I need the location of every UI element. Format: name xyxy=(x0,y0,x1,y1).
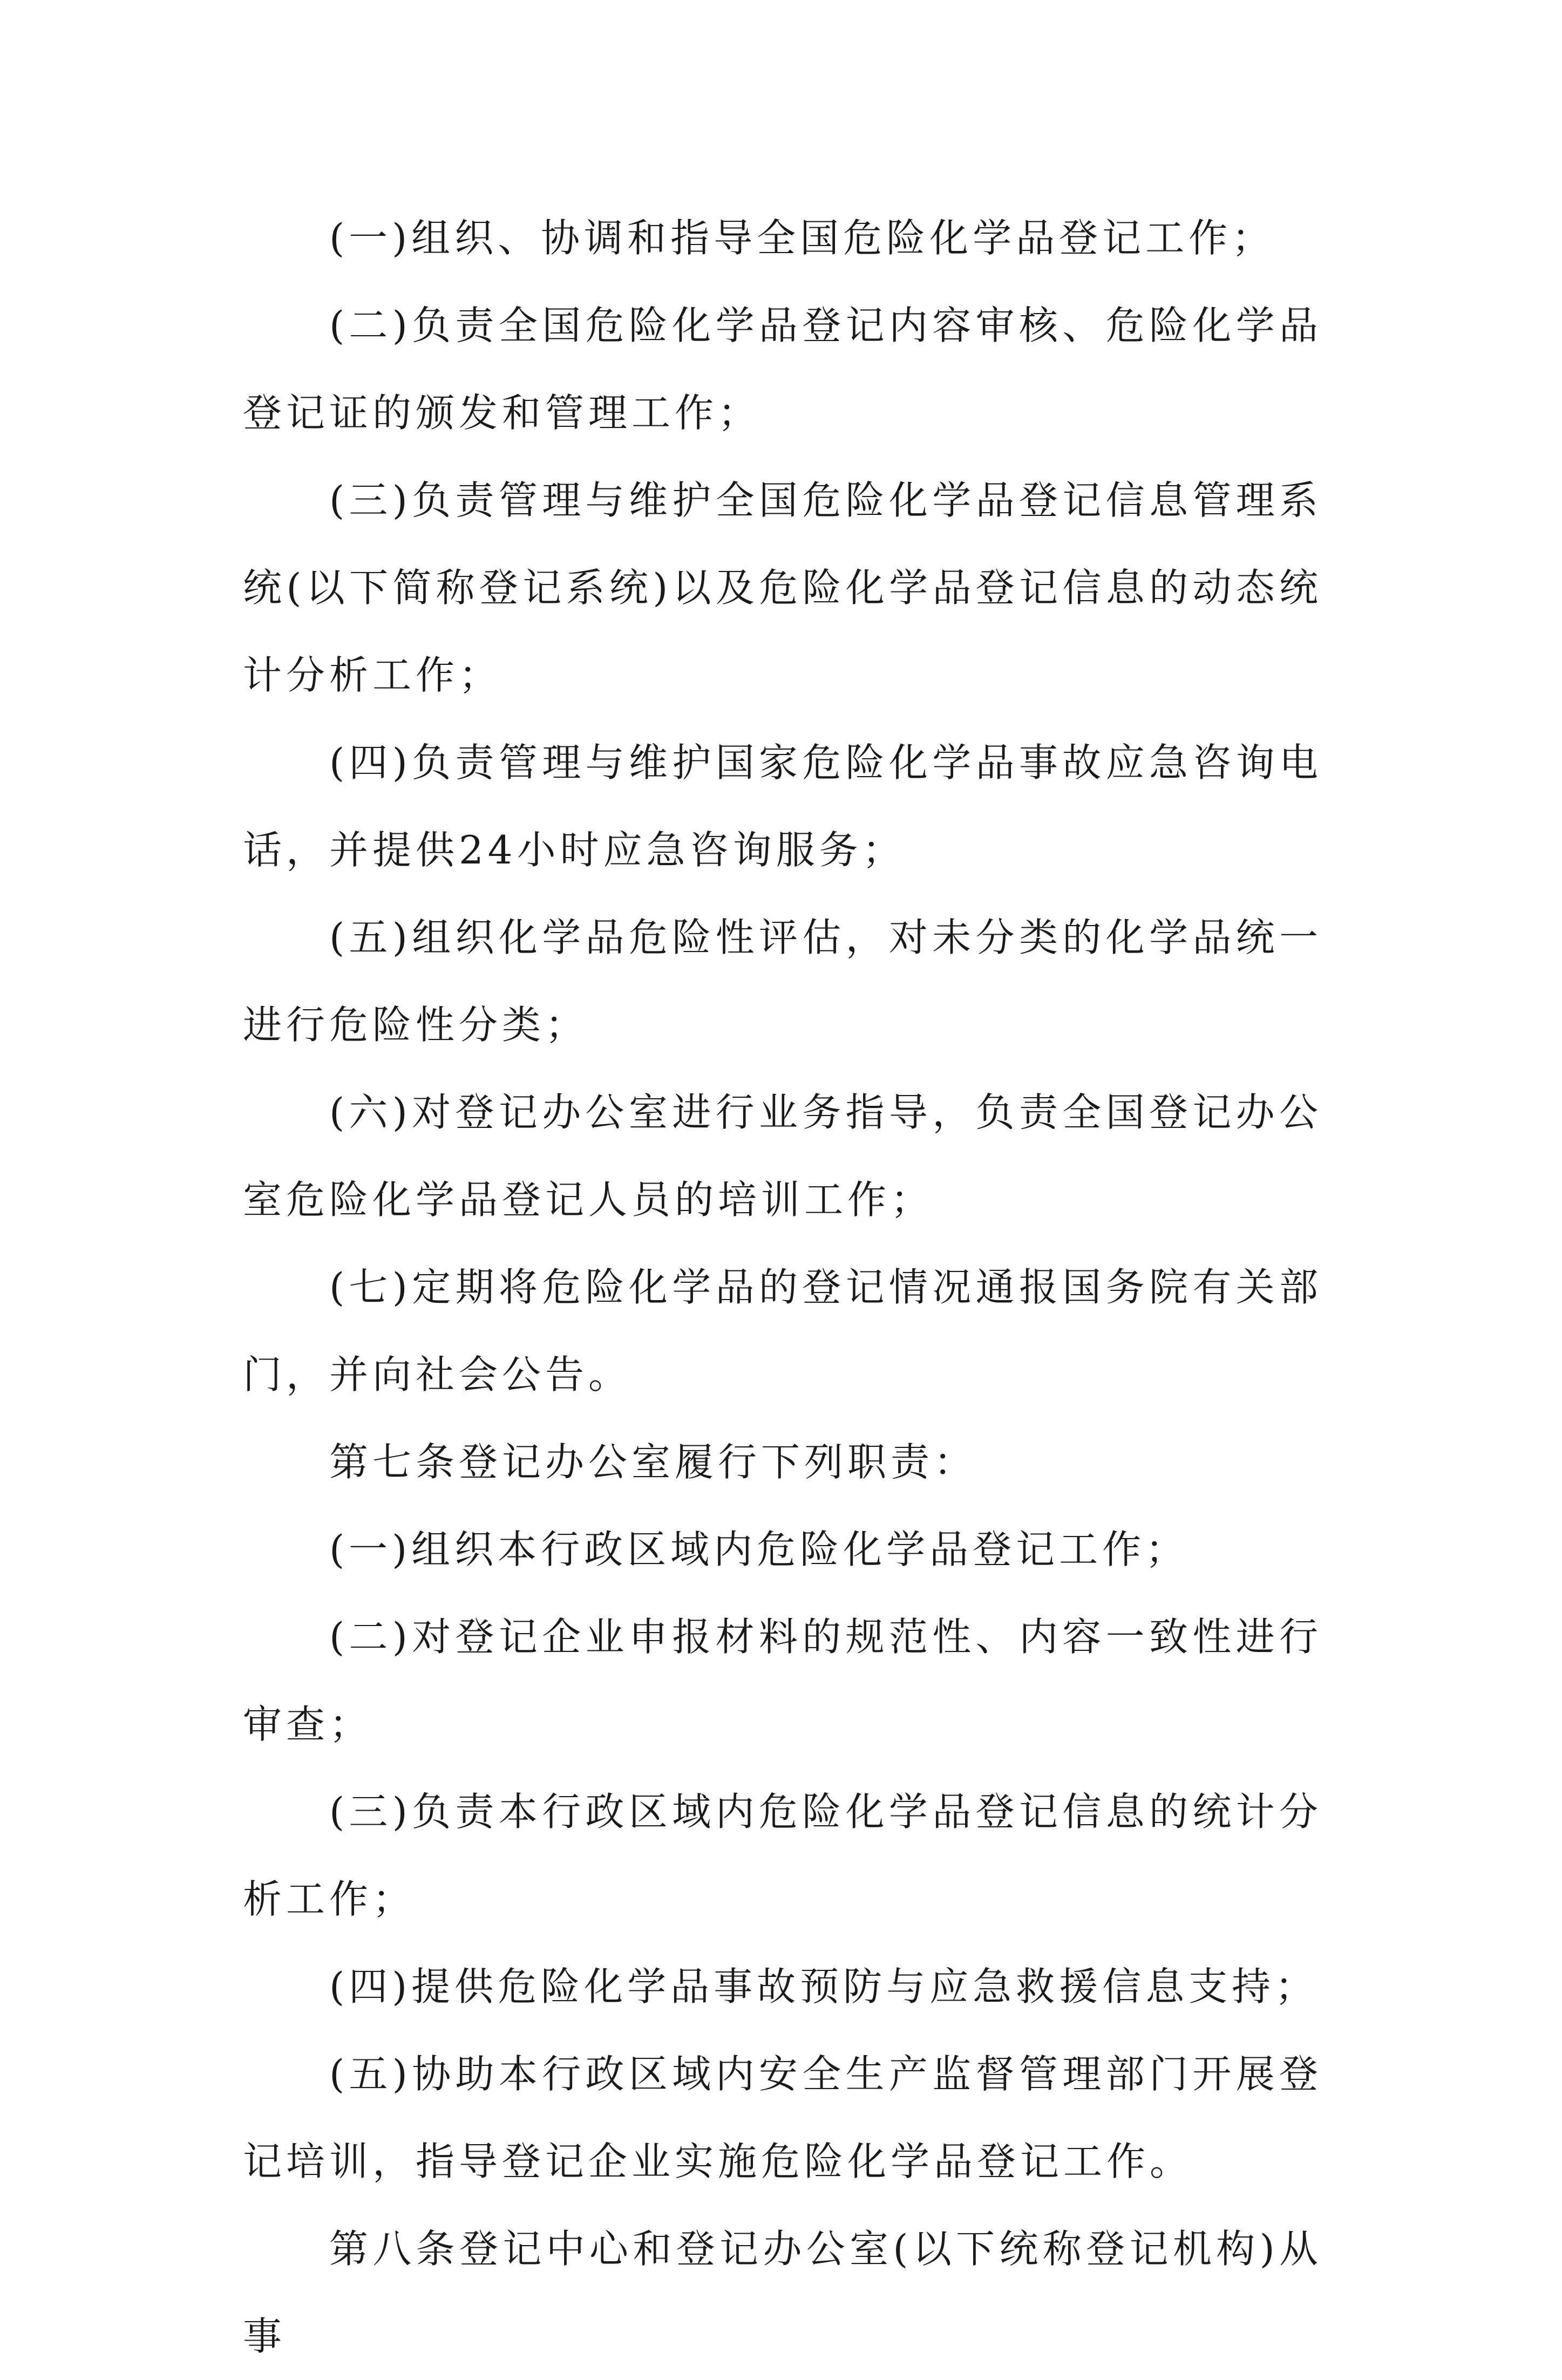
paragraph-duty-7: (七)定期将危险化学品的登记情况通报国务院有关部门，并向社会公告。 xyxy=(243,1264,1322,1397)
paragraph-office-duty-3: (三)负责本行政区域内危险化学品登记信息的统计分析工作； xyxy=(243,1789,1322,1922)
paragraph-duty-6: (六)对登记办公室进行业务指导，负责全国登记办公室危险化学品登记人员的培训工作； xyxy=(243,1090,1322,1222)
document-body xyxy=(243,194,1322,2380)
paragraph-office-duty-5: (五)协助本行政区域内安全生产监督管理部门开展登记培训，指导登记企业实施危险化学品登记工作。 xyxy=(243,2051,1322,2184)
article-8-start: 第八条登记中心和登记办公室(以下统称登记机构)从事 xyxy=(243,2226,1322,2359)
paragraph-duty-2: (二)负责全国危险化学品登记内容审核、危险化学品登记证的颁发和管理工作； xyxy=(243,303,1322,436)
article-7-heading: 第七条登记办公室履行下列职责： xyxy=(329,1439,977,1485)
paragraph-office-duty-2: (二)对登记企业申报材料的规范性、内容一致性进行审查； xyxy=(243,1614,1322,1747)
paragraph-duty-3: (三)负责管理与维护全国危险化学品登记信息管理系统(以下简称登记系统)以及危险化学品登记信息的动态统计分析工作； xyxy=(243,478,1322,698)
paragraph-office-duty-1: (一)组织本行政区域内危险化学品登记工作； xyxy=(329,1527,1189,1572)
paragraph-duty-1: (一)组织、协调和指导全国危险化学品登记工作； xyxy=(329,215,1275,261)
paragraph-duty-5: (五)组织化学品危险性评估，对未分类的化学品统一进行危险性分类； xyxy=(243,915,1322,1048)
paragraph-duty-4: (四)负责管理与维护国家危险化学品事故应急咨询电话，并提供24小时应急咨询服务； xyxy=(243,740,1322,873)
paragraph-office-duty-4: (四)提供危险化学品事故预防与应急救援信息支持； xyxy=(329,1964,1319,2009)
